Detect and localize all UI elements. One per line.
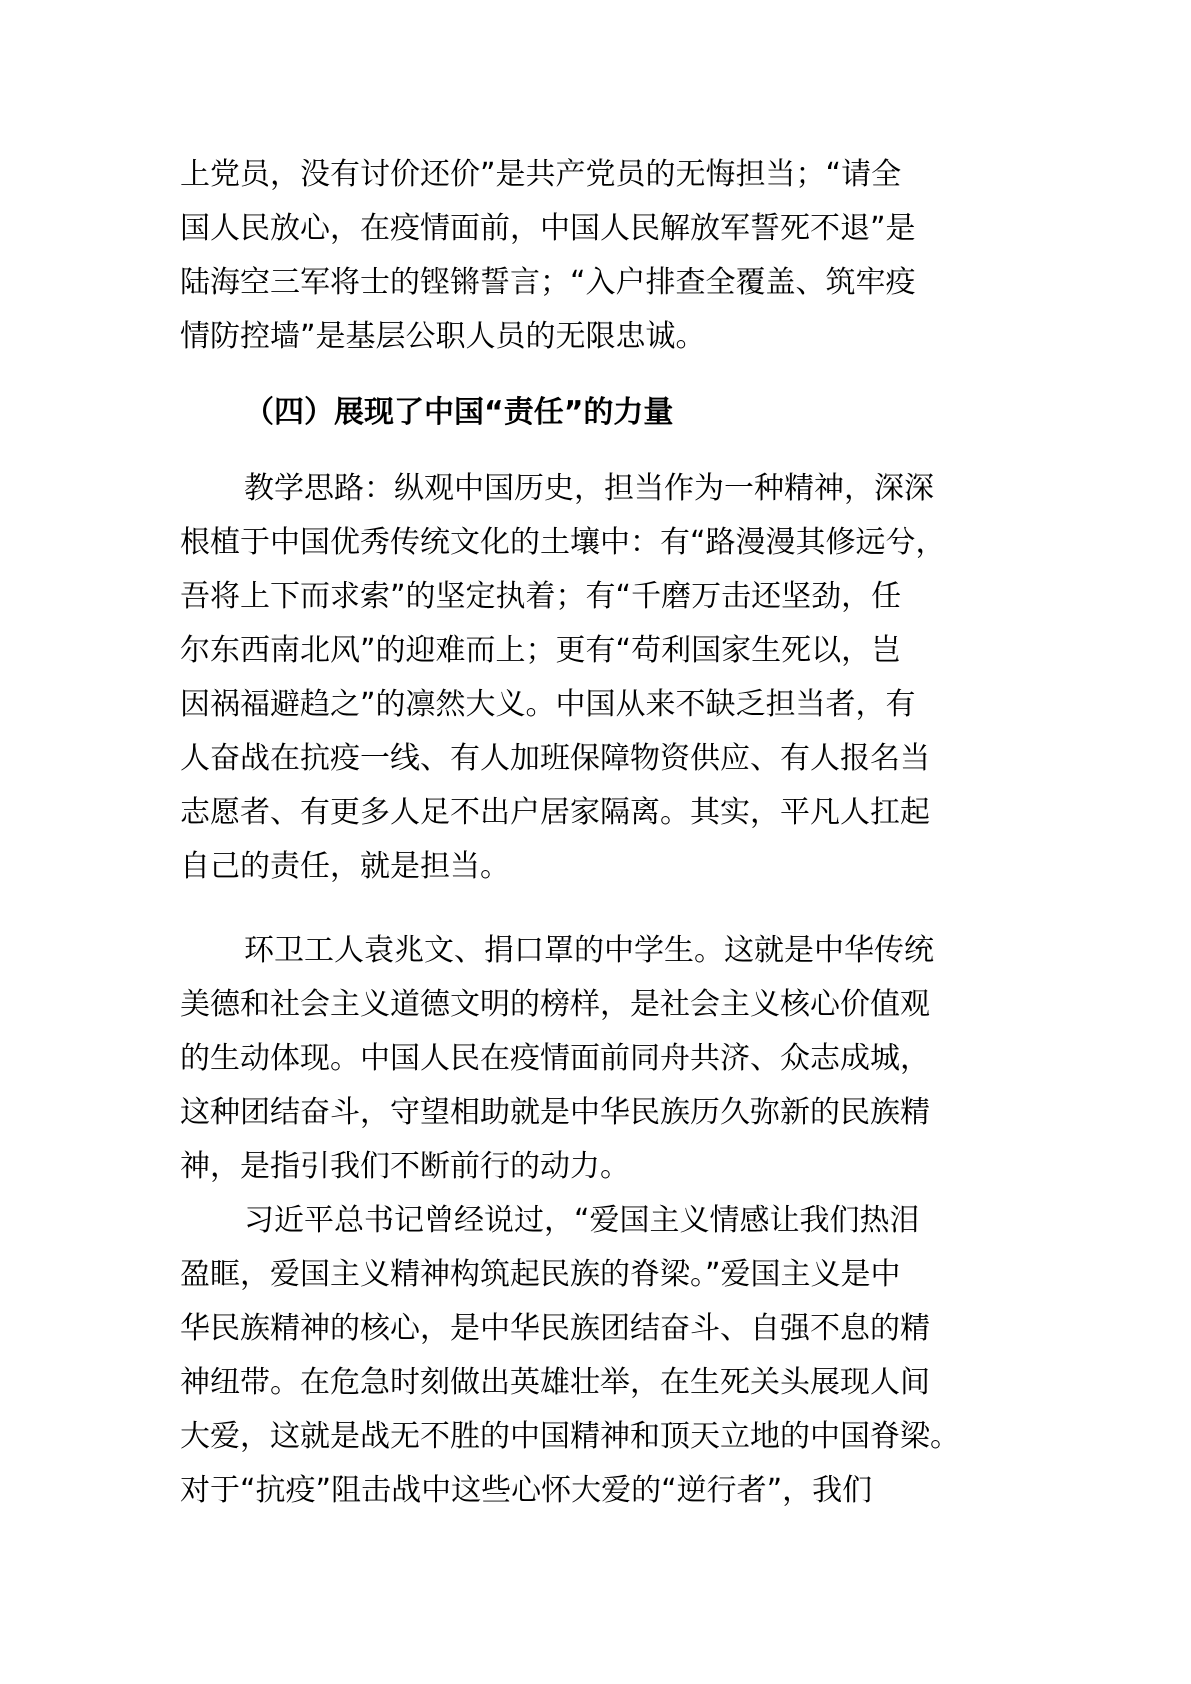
paragraph-line: 自己的责任，就是担当。 [180, 849, 510, 884]
paragraph-line: 上党员，没有讨价还价”是共产党员的无悔担当；“请全 [180, 157, 902, 192]
paragraph-line: 教学思路：纵观中国历史，担当作为一种精神，深深 [244, 471, 934, 506]
paragraph-line: 吾将上下而求索”的坚定执着；有“千磨万击还坚劲，任 [180, 579, 902, 614]
paragraph-line: 这种团结奋斗，守望相助就是中华民族历久弥新的民族精 [180, 1095, 930, 1130]
paragraph-line: 环卫工人袁兆文、捐口罩的中学生。这就是中华传统 [244, 933, 934, 968]
paragraph-line: 华民族精神的核心，是中华民族团结奋斗、自强不息的精 [180, 1311, 930, 1346]
paragraph-line: 神纽带。在危急时刻做出英雄壮举，在生死关头展现人间 [180, 1365, 930, 1400]
paragraph-line: 美德和社会主义道德文明的榜样，是社会主义核心价值观 [180, 987, 930, 1022]
spacer [180, 440, 1000, 462]
paragraph-line: 尔东西南北风”的迎难而上；更有“苟利国家生死以，岂 [180, 633, 902, 668]
paragraph-line: 大爱，这就是战无不胜的中国精神和顶天立地的中国脊梁。 [180, 1419, 960, 1454]
paragraph-line: 人奋战在抗疫一线、有人加班保障物资供应、有人报名当 [180, 741, 930, 776]
paragraph-line: 情防控墙”是基层公职人员的无限忠诚。 [180, 319, 706, 354]
paragraph-line: 根植于中国优秀传统文化的土壤中：有“路漫漫其修远兮， [180, 525, 946, 560]
spacer [180, 894, 1000, 924]
paragraph-line: 对于“抗疫”阻击战中这些心怀大爱的“逆行者”，我们 [180, 1473, 873, 1508]
paragraph-line: 神，是指引我们不断前行的动力。 [180, 1149, 630, 1184]
paragraph-line: 因祸福避趋之”的凛然大义。中国从来不缺乏担当者，有 [180, 687, 916, 722]
paragraph-line: 国人民放心，在疫情面前，中国人民解放军誓死不退”是 [180, 211, 916, 246]
paragraph-line: 陆海空三军将士的铿锵誓言；“入户排查全覆盖、筑牢疫 [180, 265, 916, 300]
paragraph-line: 盈眶，爱国主义精神构筑起民族的脊梁。”爱国主义是中 [180, 1257, 901, 1292]
spacer [180, 364, 1000, 386]
document-body [180, 148, 1000, 1518]
section-heading: （四）展现了中国“责任”的力量 [244, 395, 674, 430]
paragraph-line: 的生动体现。中国人民在疫情面前同舟共济、众志成城， [180, 1041, 930, 1076]
paragraph-line: 志愿者、有更多人足不出户居家隔离。其实，平凡人扛起 [180, 795, 930, 830]
paragraph-line: 习近平总书记曾经说过，“爱国主义情感让我们热泪 [244, 1203, 920, 1238]
